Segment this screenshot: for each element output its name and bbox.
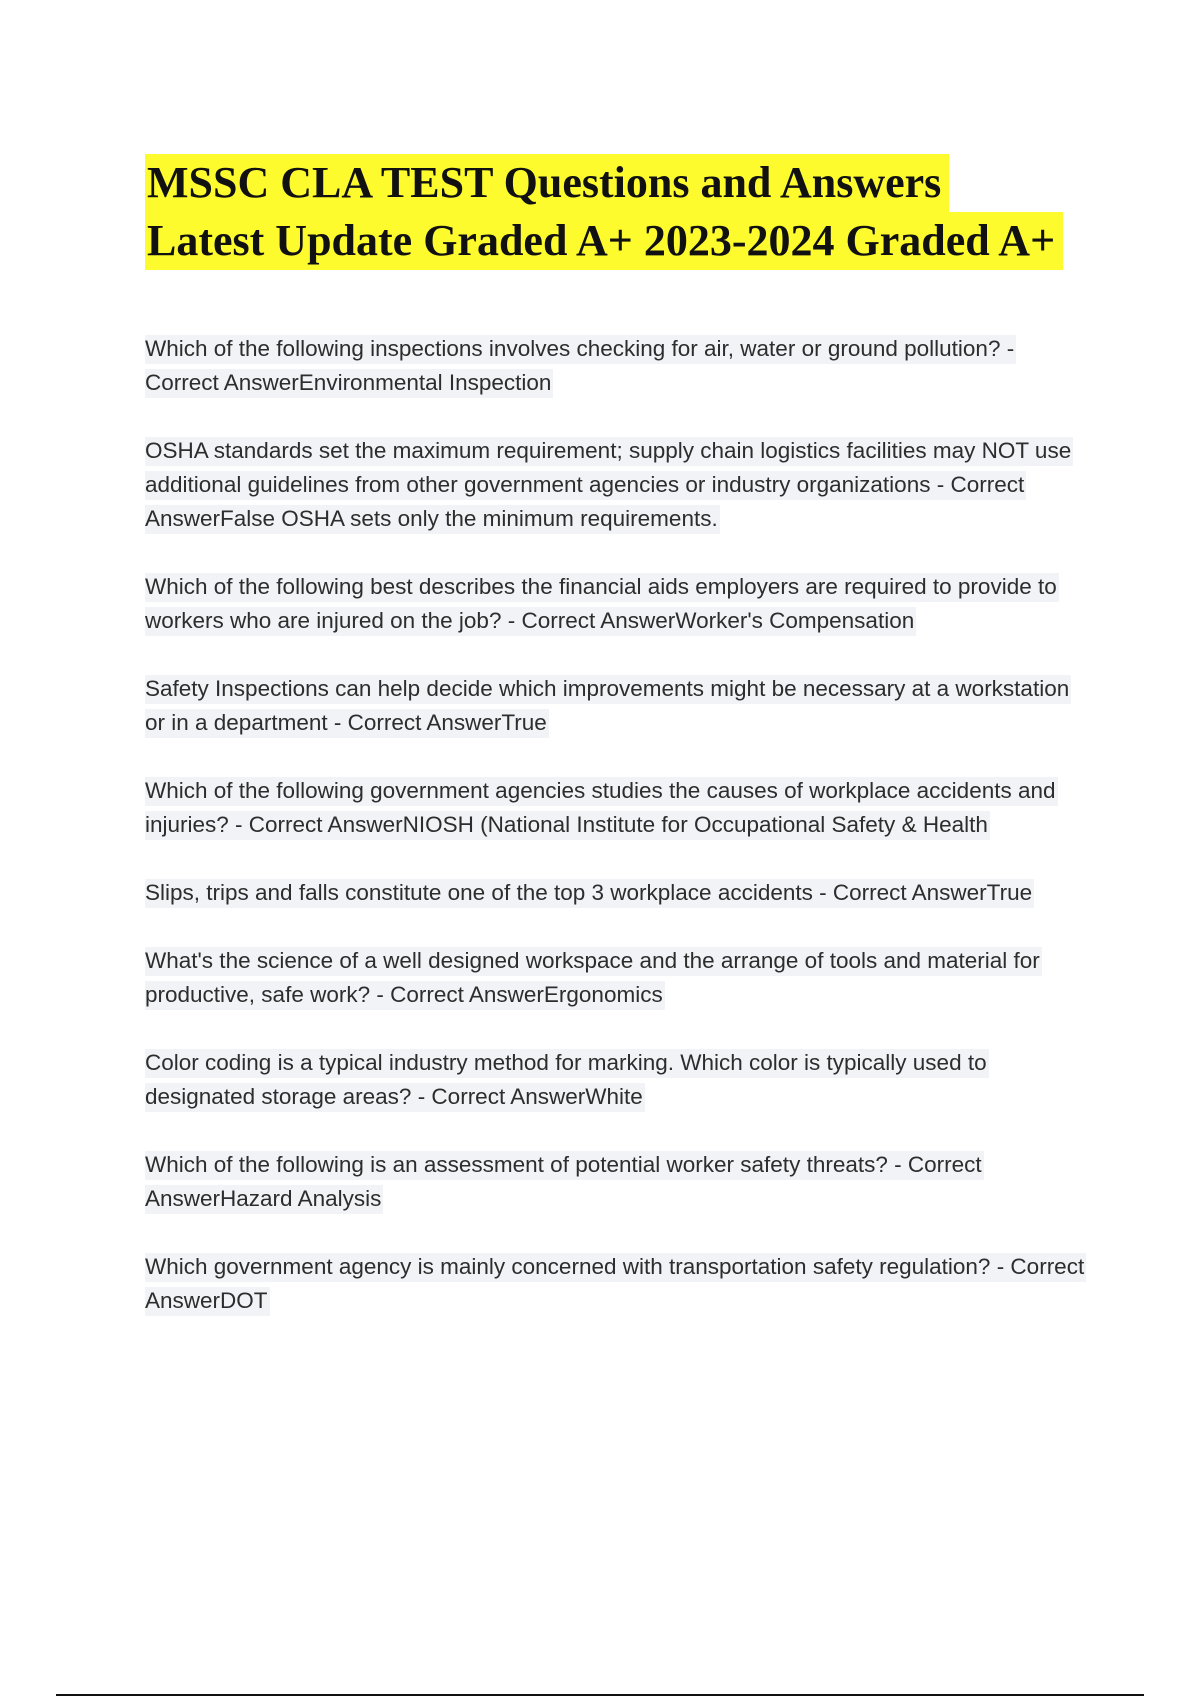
qa-item-7: [145, 944, 1090, 1012]
qa-item-8: [145, 1046, 1090, 1114]
qa-item-3: [145, 570, 1090, 638]
qa-text: Which of the following best describes the financial aids employers are required to provide to workers who are injured on the job? - Correct AnswerWorker's Compensation: [145, 573, 1059, 636]
qa-text: What's the science of a well designed workspace and the arrange of tools and material for productive, safe work? - Correct AnswerErgonomics: [145, 947, 1042, 1010]
qa-item-9: [145, 1148, 1090, 1216]
qa-text: Safety Inspections can help decide which improvements might be necessary at a workstation or in a department - Correct AnswerTrue: [145, 675, 1071, 738]
qa-item-10: [145, 1250, 1090, 1318]
qa-item-2: [145, 434, 1090, 536]
qa-text: OSHA standards set the maximum requirement; supply chain logistics facilities may NOT use additional guidelines from other government agencies or industry organizations - Correct AnswerFalse OSHA sets only the minimum requirements.: [145, 437, 1073, 534]
footer-divider: [56, 1694, 1144, 1696]
qa-text: Slips, trips and falls constitute one of the top 3 workplace accidents - Correct AnswerTrue: [145, 879, 1034, 908]
document-title: [145, 154, 1185, 270]
qa-item-4: [145, 672, 1090, 740]
title-line-2: Latest Update Graded A+ 2023-2024 Graded A+: [145, 212, 1063, 270]
title-line-1: MSSC CLA TEST Questions and Answers: [145, 154, 949, 212]
qa-item-1: [145, 332, 1090, 400]
qa-text: Which government agency is mainly concerned with transportation safety regulation? - Correct AnswerDOT: [145, 1253, 1086, 1316]
qa-list: [145, 332, 1090, 1352]
qa-item-5: [145, 774, 1090, 842]
qa-text: Which of the following inspections involves checking for air, water or ground pollution? - Correct AnswerEnvironmental Inspection: [145, 335, 1016, 398]
qa-text: Which of the following is an assessment of potential worker safety threats? - Correct AnswerHazard Analysis: [145, 1151, 984, 1214]
qa-item-6: [145, 876, 1090, 910]
qa-text: Which of the following government agencies studies the causes of workplace accidents and injuries? - Correct AnswerNIOSH (National Institute for Occupational Safety & Health: [145, 777, 1058, 840]
qa-text: Color coding is a typical industry method for marking. Which color is typically used to designated storage areas? - Correct AnswerWhite: [145, 1049, 989, 1112]
